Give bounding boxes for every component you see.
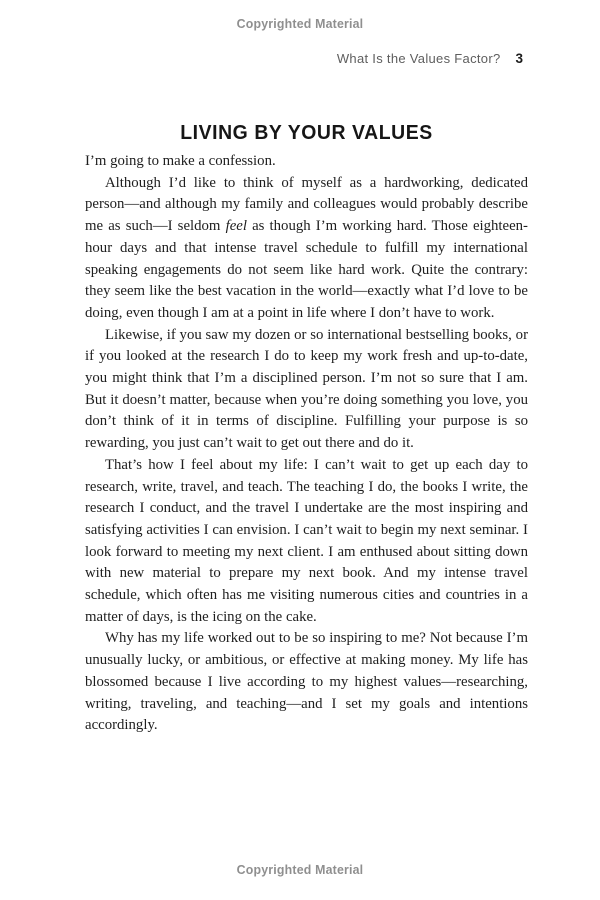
body-paragraph-4: That’s how I feel about my life: I can’t wait to get up each day to research, write, travel, and teach. The teaching I do, the books I write, the research I conduct, and the travel I undertake are the most inspiring and satisfying activities I can envision. I can’t wait to begin my next seminar. I look forward to meeting my next client. I am enthused about sitting down with new material to prepare my next book. And my intense travel schedule, which often has me visiting numerous cities and countries in a matter of days, is the icing on the cake.	[85, 456, 528, 625]
paragraph-2-after-italic: as though I’m working hard. Those eighteen-hour days and that intense travel schedule to fulfill my international speaking engagements do not seem like hard work. Quite the contrary: they seem like the best vacation in the world—exactly what I’d love to be doing, even though I am at a point in life where I don’t have to work.	[85, 218, 528, 321]
page-number: 3	[515, 51, 523, 66]
paragraph-2-italic-word: feel	[225, 218, 247, 235]
body-text	[85, 151, 528, 737]
running-header-chapter-title: What Is the Values Factor?	[336, 51, 501, 66]
running-header	[337, 51, 523, 66]
body-paragraph-5: Why has my life worked out to be so inspiring to me? Not because I’m unusually lucky, or ambitious, or effective at making money. My life has blossomed because I live according to my highest values—researching, writing, traveling, and teaching—and I set my goals and intentions accordingly.	[85, 630, 528, 734]
section-title: LIVING BY YOUR VALUES	[180, 122, 433, 145]
body-paragraph-2	[85, 173, 528, 325]
body-paragraph-1: I’m going to make a confession.	[85, 153, 276, 169]
paragraph-2-before-italic: Although I’d like to think of myself as a hardworking, dedicated person—and although my family and colleagues would probably describe me as such—I seldom	[85, 174, 528, 235]
copyright-notice-bottom: Copyrighted Material	[236, 862, 364, 877]
body-paragraph-3: Likewise, if you saw my dozen or so international bestselling books, or if you looked at the research I do to keep my work fresh and up-to-date, you might think that I’m a disciplined person. I’m not so sure that I am. But it doesn’t matter, because when you’re doing something you love, you don’t think of it in terms of discipline. Fulfilling your purpose is so rewarding, you just can’t wait to get out there and do it.	[85, 326, 528, 452]
copyright-notice-top: Copyrighted Material	[236, 16, 364, 31]
